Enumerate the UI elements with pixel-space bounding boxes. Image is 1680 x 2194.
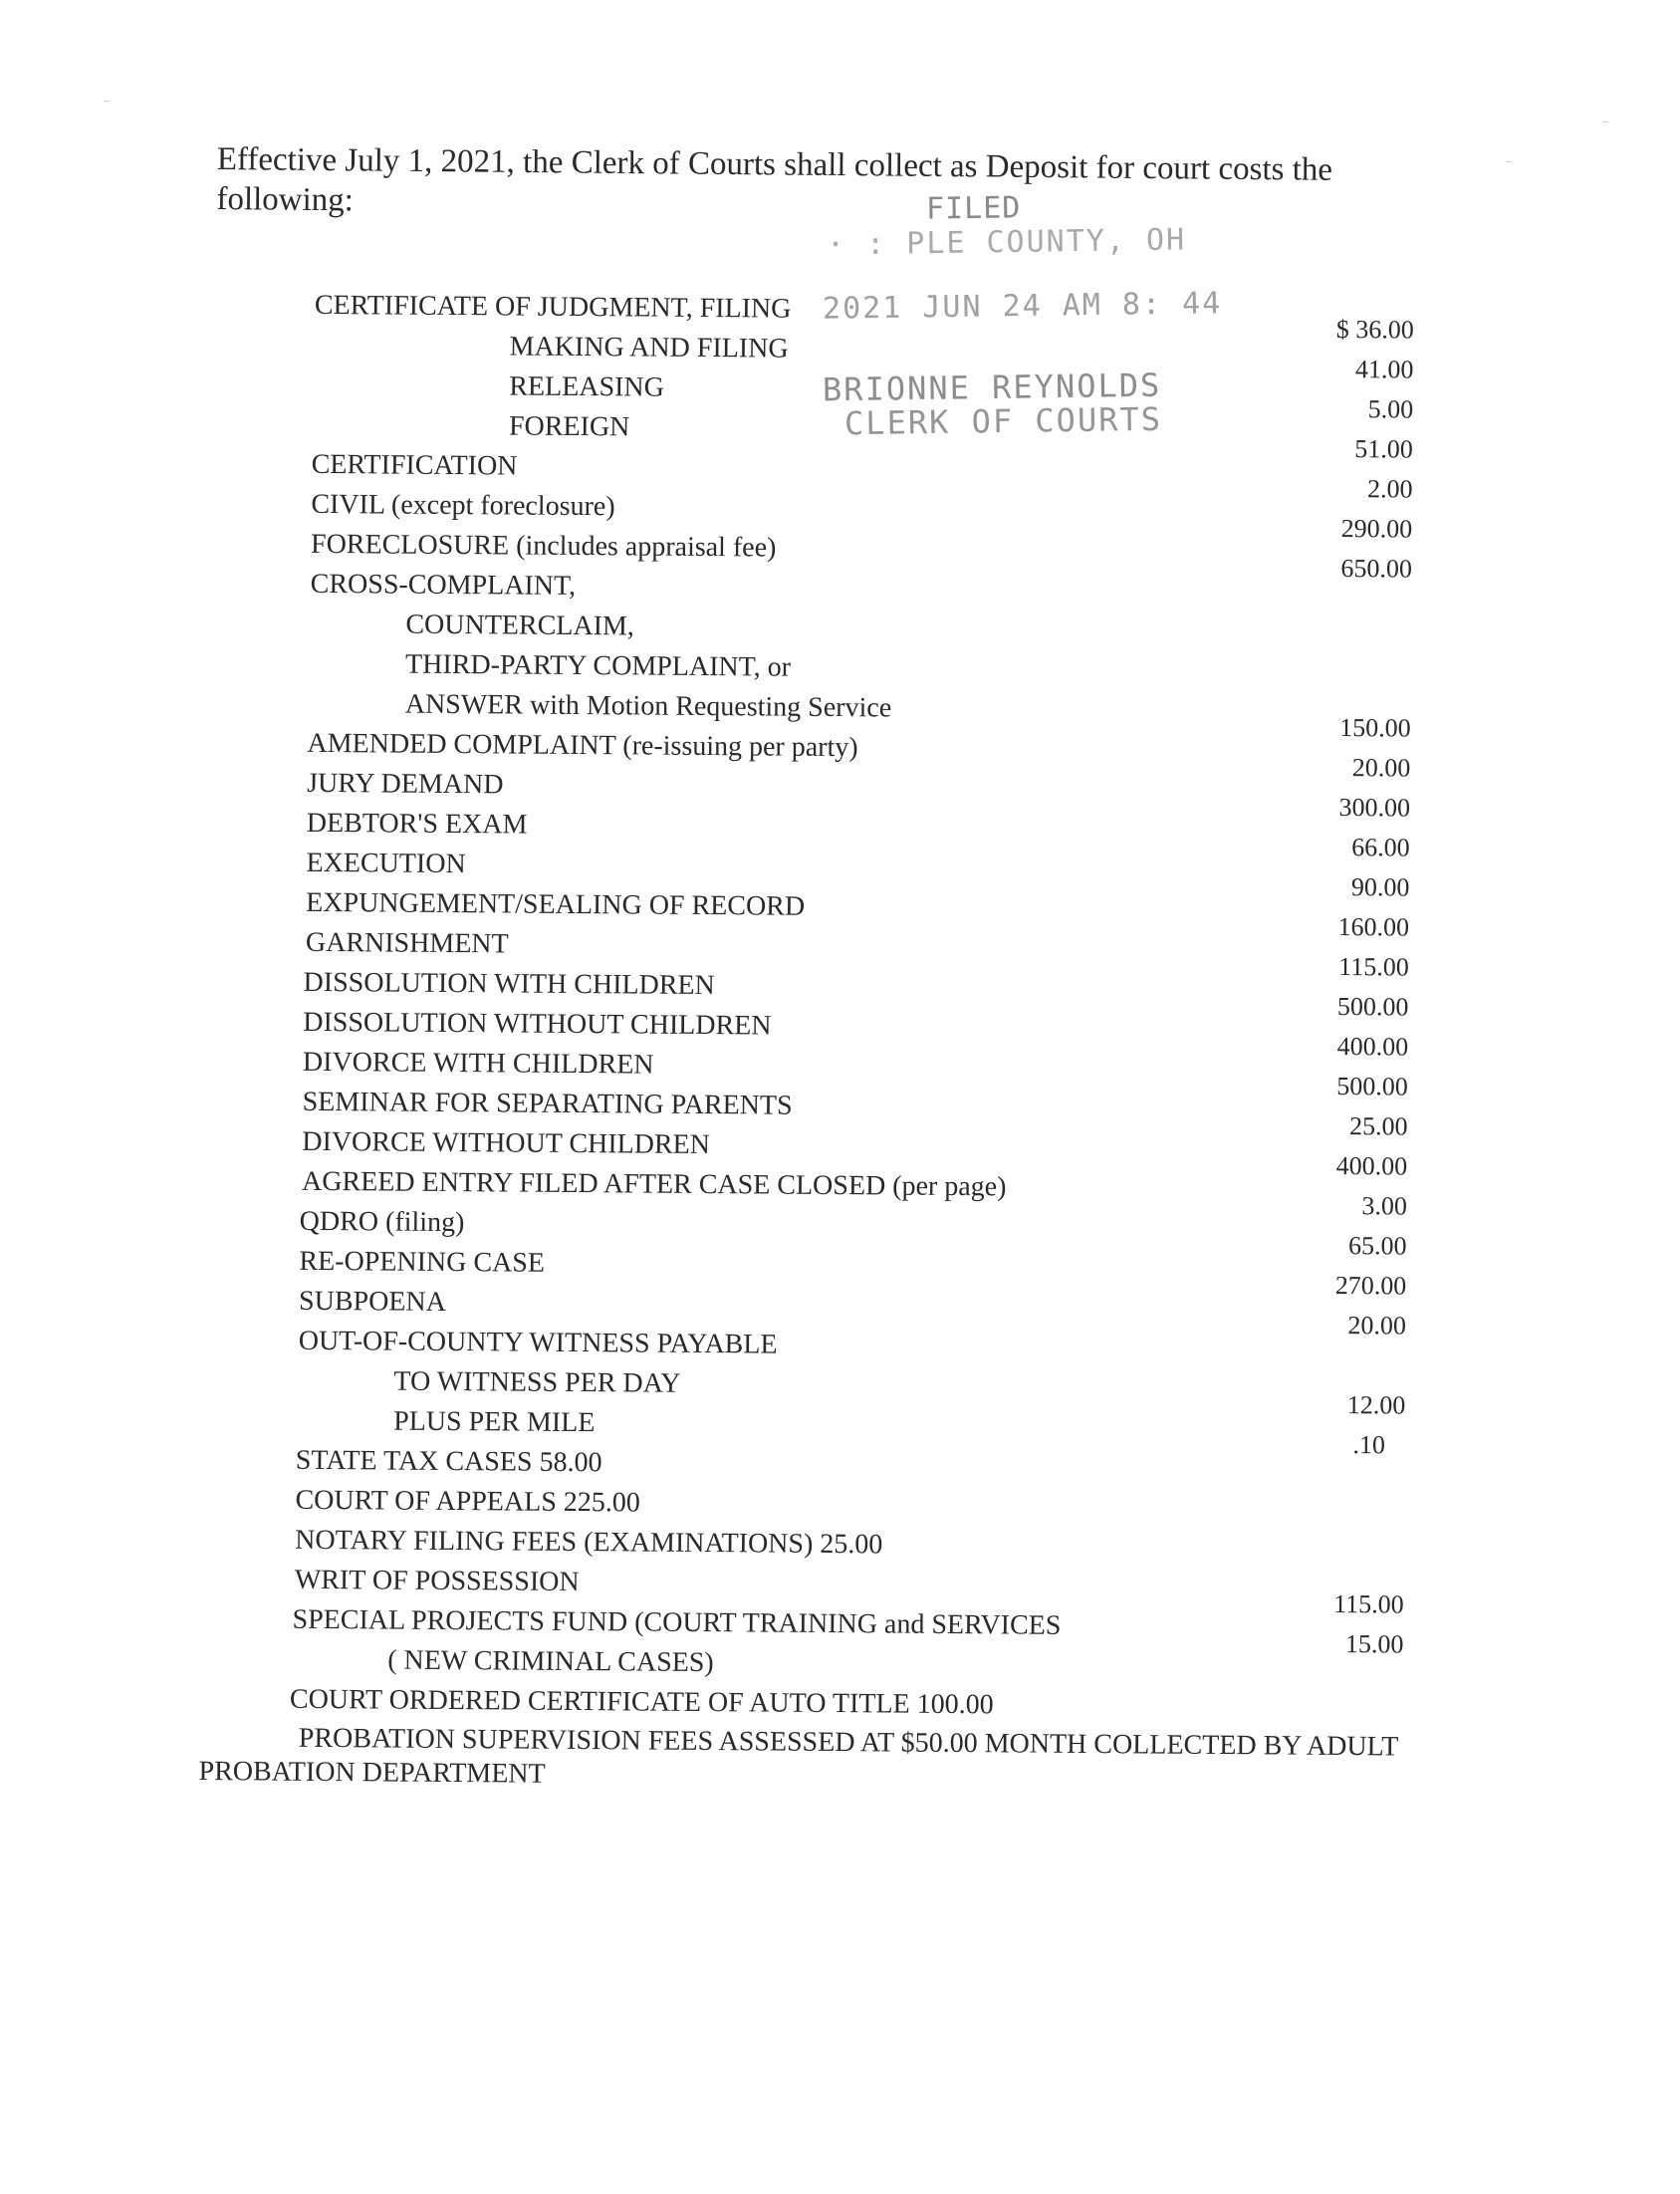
fee-amount: 65.00: [1347, 1231, 1407, 1261]
fee-label: PLUS PER MILE: [393, 1405, 596, 1439]
fee-label: GARNISHMENT: [305, 926, 509, 960]
fee-label: ( NEW CRIMINAL CASES): [387, 1644, 714, 1679]
fee-label: DIVORCE WITH CHILDREN: [302, 1046, 654, 1081]
fee-label: TO WITNESS PER DAY: [393, 1365, 681, 1399]
stamp-county-text: · : PLE COUNTY, OH: [826, 222, 1187, 263]
fee-amount: 400.00: [1336, 1031, 1409, 1062]
fee-label: ANSWER with Motion Requesting Service: [404, 688, 892, 724]
fee-amount: 20.00: [1347, 1311, 1407, 1341]
fee-label: CIVIL (except foreclosure): [311, 488, 615, 523]
stamp-clerk-name: BRIONNE REYNOLDS: [822, 366, 1162, 409]
fee-label: WRIT OF POSSESSION: [294, 1564, 580, 1598]
fee-amount: $ 36.00: [1335, 314, 1414, 345]
fee-label: MAKING AND FILING: [509, 331, 789, 365]
fee-amount: .10: [1352, 1430, 1386, 1460]
probation-note-text: PROBATION SUPERVISION FEES ASSESSED AT $50.00 MONTH COLLECTED BY ADULT PROBATION DEPARTMENT: [198, 1722, 1398, 1790]
fee-amount: 25.00: [1348, 1111, 1408, 1141]
fee-amount: 51.00: [1354, 434, 1413, 464]
fee-label: OUT-OF-COUNTY WITNESS PAYABLE: [298, 1325, 778, 1360]
fee-label: STATE TAX CASES 58.00: [295, 1444, 602, 1479]
fee-label: FOREIGN: [508, 410, 630, 443]
fee-label: FORECLOSURE (includes appraisal fee): [310, 528, 777, 564]
fee-label: EXECUTION: [306, 847, 466, 880]
fee-label: DISSOLUTION WITHOUT CHILDREN: [303, 1006, 772, 1042]
fee-label: DIVORCE WITHOUT CHILDREN: [302, 1125, 711, 1161]
fee-amount: 5.00: [1367, 394, 1414, 424]
fee-label: QDRO (filing): [299, 1205, 465, 1239]
fee-amount: 3.00: [1361, 1191, 1407, 1221]
fee-label: SEMINAR FOR SEPARATING PARENTS: [302, 1086, 793, 1121]
fee-amount: 20.00: [1351, 753, 1411, 783]
fee-amount: 650.00: [1340, 554, 1413, 584]
fee-amount: 300.00: [1338, 793, 1411, 823]
fee-amount: 270.00: [1334, 1270, 1407, 1301]
fee-label: CERTIFICATE OF JUDGMENT, FILING: [314, 289, 792, 325]
stamp-date-text: 2021 JUN 24 AM 8: 44: [822, 286, 1223, 327]
fee-amount: 400.00: [1335, 1150, 1408, 1181]
fee-label: RELEASING: [509, 370, 664, 403]
fee-amount: 500.00: [1336, 1071, 1408, 1101]
fee-amount: 150.00: [1339, 713, 1411, 743]
fee-amount: 115.00: [1333, 1588, 1404, 1619]
fee-amount: 90.00: [1350, 872, 1410, 902]
fee-label: COURT ORDERED CERTIFICATE OF AUTO TITLE 100.00: [289, 1683, 994, 1721]
fee-label: COUNTERCLAIM,: [405, 609, 635, 642]
fee-label: THIRD-PARTY COMPLAINT, or: [405, 648, 792, 683]
fee-amount: 66.00: [1351, 833, 1410, 862]
fee-amount: 12.00: [1346, 1390, 1406, 1420]
fee-label: CERTIFICATION: [311, 448, 518, 482]
fee-amount: 115.00: [1338, 952, 1409, 982]
fee-label: SPECIAL PROJECTS FUND (COURT TRAINING and SERVICES: [292, 1603, 1062, 1641]
fee-label: AMENDED COMPLAINT (re-issuing per party): [307, 727, 858, 764]
fee-label: DISSOLUTION WITH CHILDREN: [303, 966, 715, 1002]
fee-label: JURY DEMAND: [307, 767, 504, 801]
probation-note: [198, 1721, 1433, 1799]
fee-amount: 160.00: [1337, 912, 1410, 942]
fee-amount: 2.00: [1366, 474, 1413, 504]
fee-amount: 500.00: [1336, 991, 1409, 1022]
intro-paragraph: Effective July 1, 2021, the Clerk of Courts shall collect as Deposit for court costs the following:: [216, 140, 1333, 219]
fee-label: AGREED ENTRY FILED AFTER CASE CLOSED (per page): [301, 1165, 1007, 1203]
fee-amount: 290.00: [1340, 514, 1413, 544]
fee-amount: 15.00: [1344, 1629, 1404, 1659]
fee-label: CROSS-COMPLAINT,: [310, 568, 577, 602]
fee-amount: 41.00: [1354, 355, 1414, 384]
fee-label: DEBTOR'S EXAM: [306, 807, 528, 841]
stamp-clerk-title: CLERK OF COURTS: [843, 399, 1163, 443]
fee-label: EXPUNGEMENT/SEALING OF RECORD: [306, 886, 806, 922]
stamp-filed-text: FILED: [925, 190, 1022, 227]
fee-label: RE-OPENING CASE: [299, 1245, 546, 1279]
fee-label: SUBPOENA: [298, 1285, 447, 1318]
fee-label: COURT OF APPEALS 225.00: [295, 1484, 640, 1519]
fee-label: NOTARY FILING FEES (EXAMINATIONS) 25.00: [295, 1524, 883, 1561]
